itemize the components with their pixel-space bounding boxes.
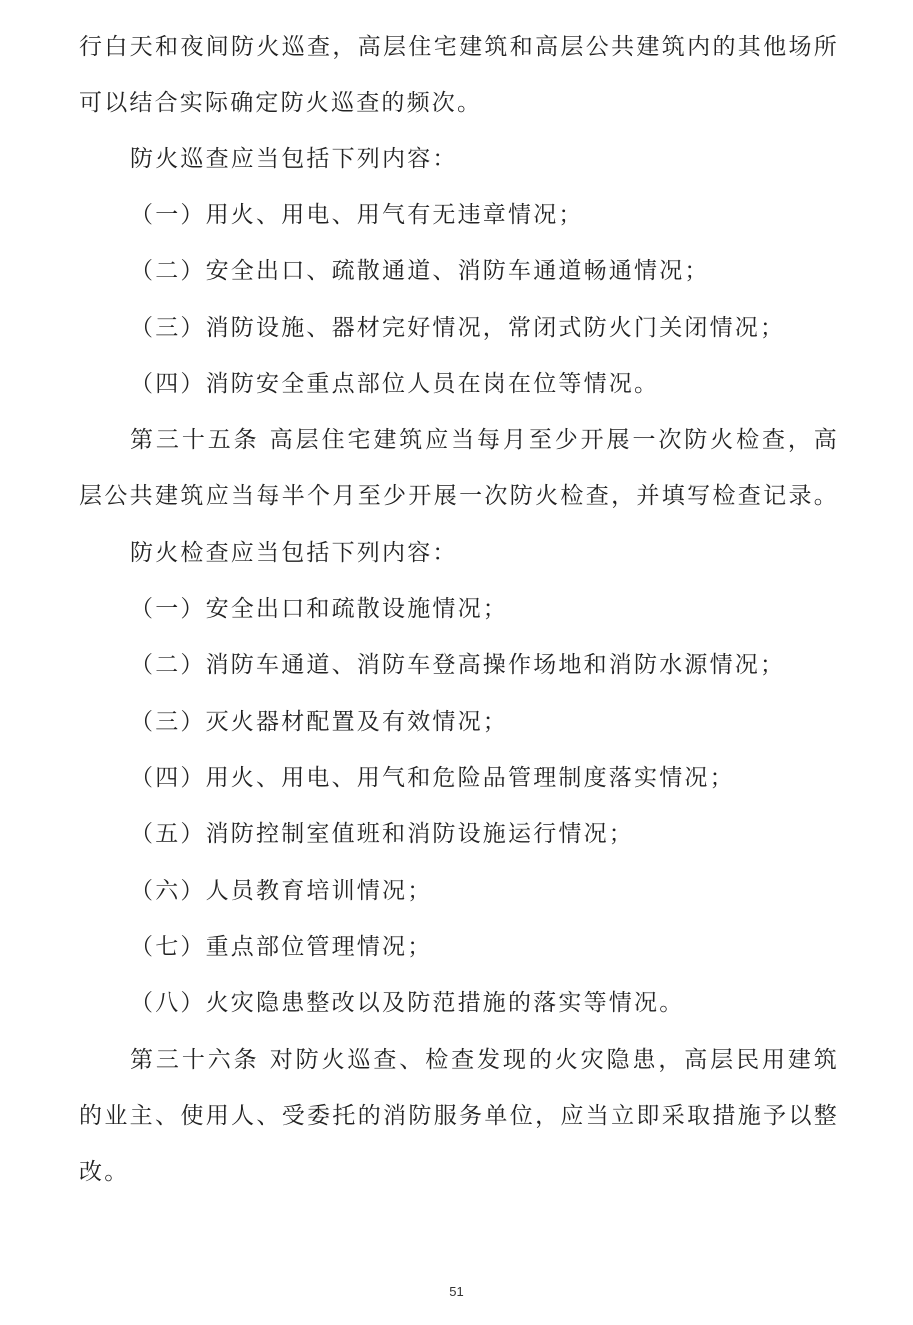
text-line-6: （三）消防设施、器材完好情况，常闭式防火门关闭情况； (130, 315, 786, 341)
text-line-16: （六）人员教育培训情况； (130, 878, 433, 904)
text-line-9: 层公共建筑应当每半个月至少开展一次防火检查，并填写检查记录。 (79, 483, 839, 509)
page-number: 51 (449, 1284, 464, 1299)
text-line-2: 可以结合实际确定防火巡查的频次。 (79, 90, 483, 116)
text-line-4: （一）用火、用电、用气有无违章情况； (130, 202, 584, 228)
text-line-7: （四）消防安全重点部位人员在岗在位等情况。 (130, 371, 660, 397)
text-line-21: 改。 (79, 1159, 130, 1185)
text-line-14: （四）用火、用电、用气和危险品管理制度落实情况； (130, 765, 735, 791)
text-line-15: （五）消防控制室值班和消防设施运行情况； (130, 821, 634, 847)
article-36-heading-line: 第三十六条 对防火巡查、检查发现的火灾隐患，高层民用建筑 (130, 1047, 839, 1073)
text-line-18: （八）火灾隐患整改以及防范措施的落实等情况。 (130, 990, 685, 1016)
text-line-17: （七）重点部位管理情况； (130, 934, 433, 960)
text-line-10: 防火检查应当包括下列内容： (130, 540, 458, 566)
article-35-heading-line: 第三十五条 高层住宅建筑应当每月至少开展一次防火检查，高 (130, 427, 839, 453)
text-line-13: （三）灭火器材配置及有效情况； (130, 709, 508, 735)
text-line-3: 防火巡查应当包括下列内容： (130, 146, 458, 172)
text-line-1: 行白天和夜间防火巡查，高层住宅建筑和高层公共建筑内的其他场所 (79, 34, 839, 60)
text-line-11: （一）安全出口和疏散设施情况； (130, 596, 508, 622)
text-line-5: （二）安全出口、疏散通道、消防车通道畅通情况； (130, 258, 710, 284)
text-line-20: 的业主、使用人、受委托的消防服务单位，应当立即采取措施予以整 (79, 1103, 839, 1129)
text-line-12: （二）消防车通道、消防车登高操作场地和消防水源情况； (130, 652, 786, 678)
